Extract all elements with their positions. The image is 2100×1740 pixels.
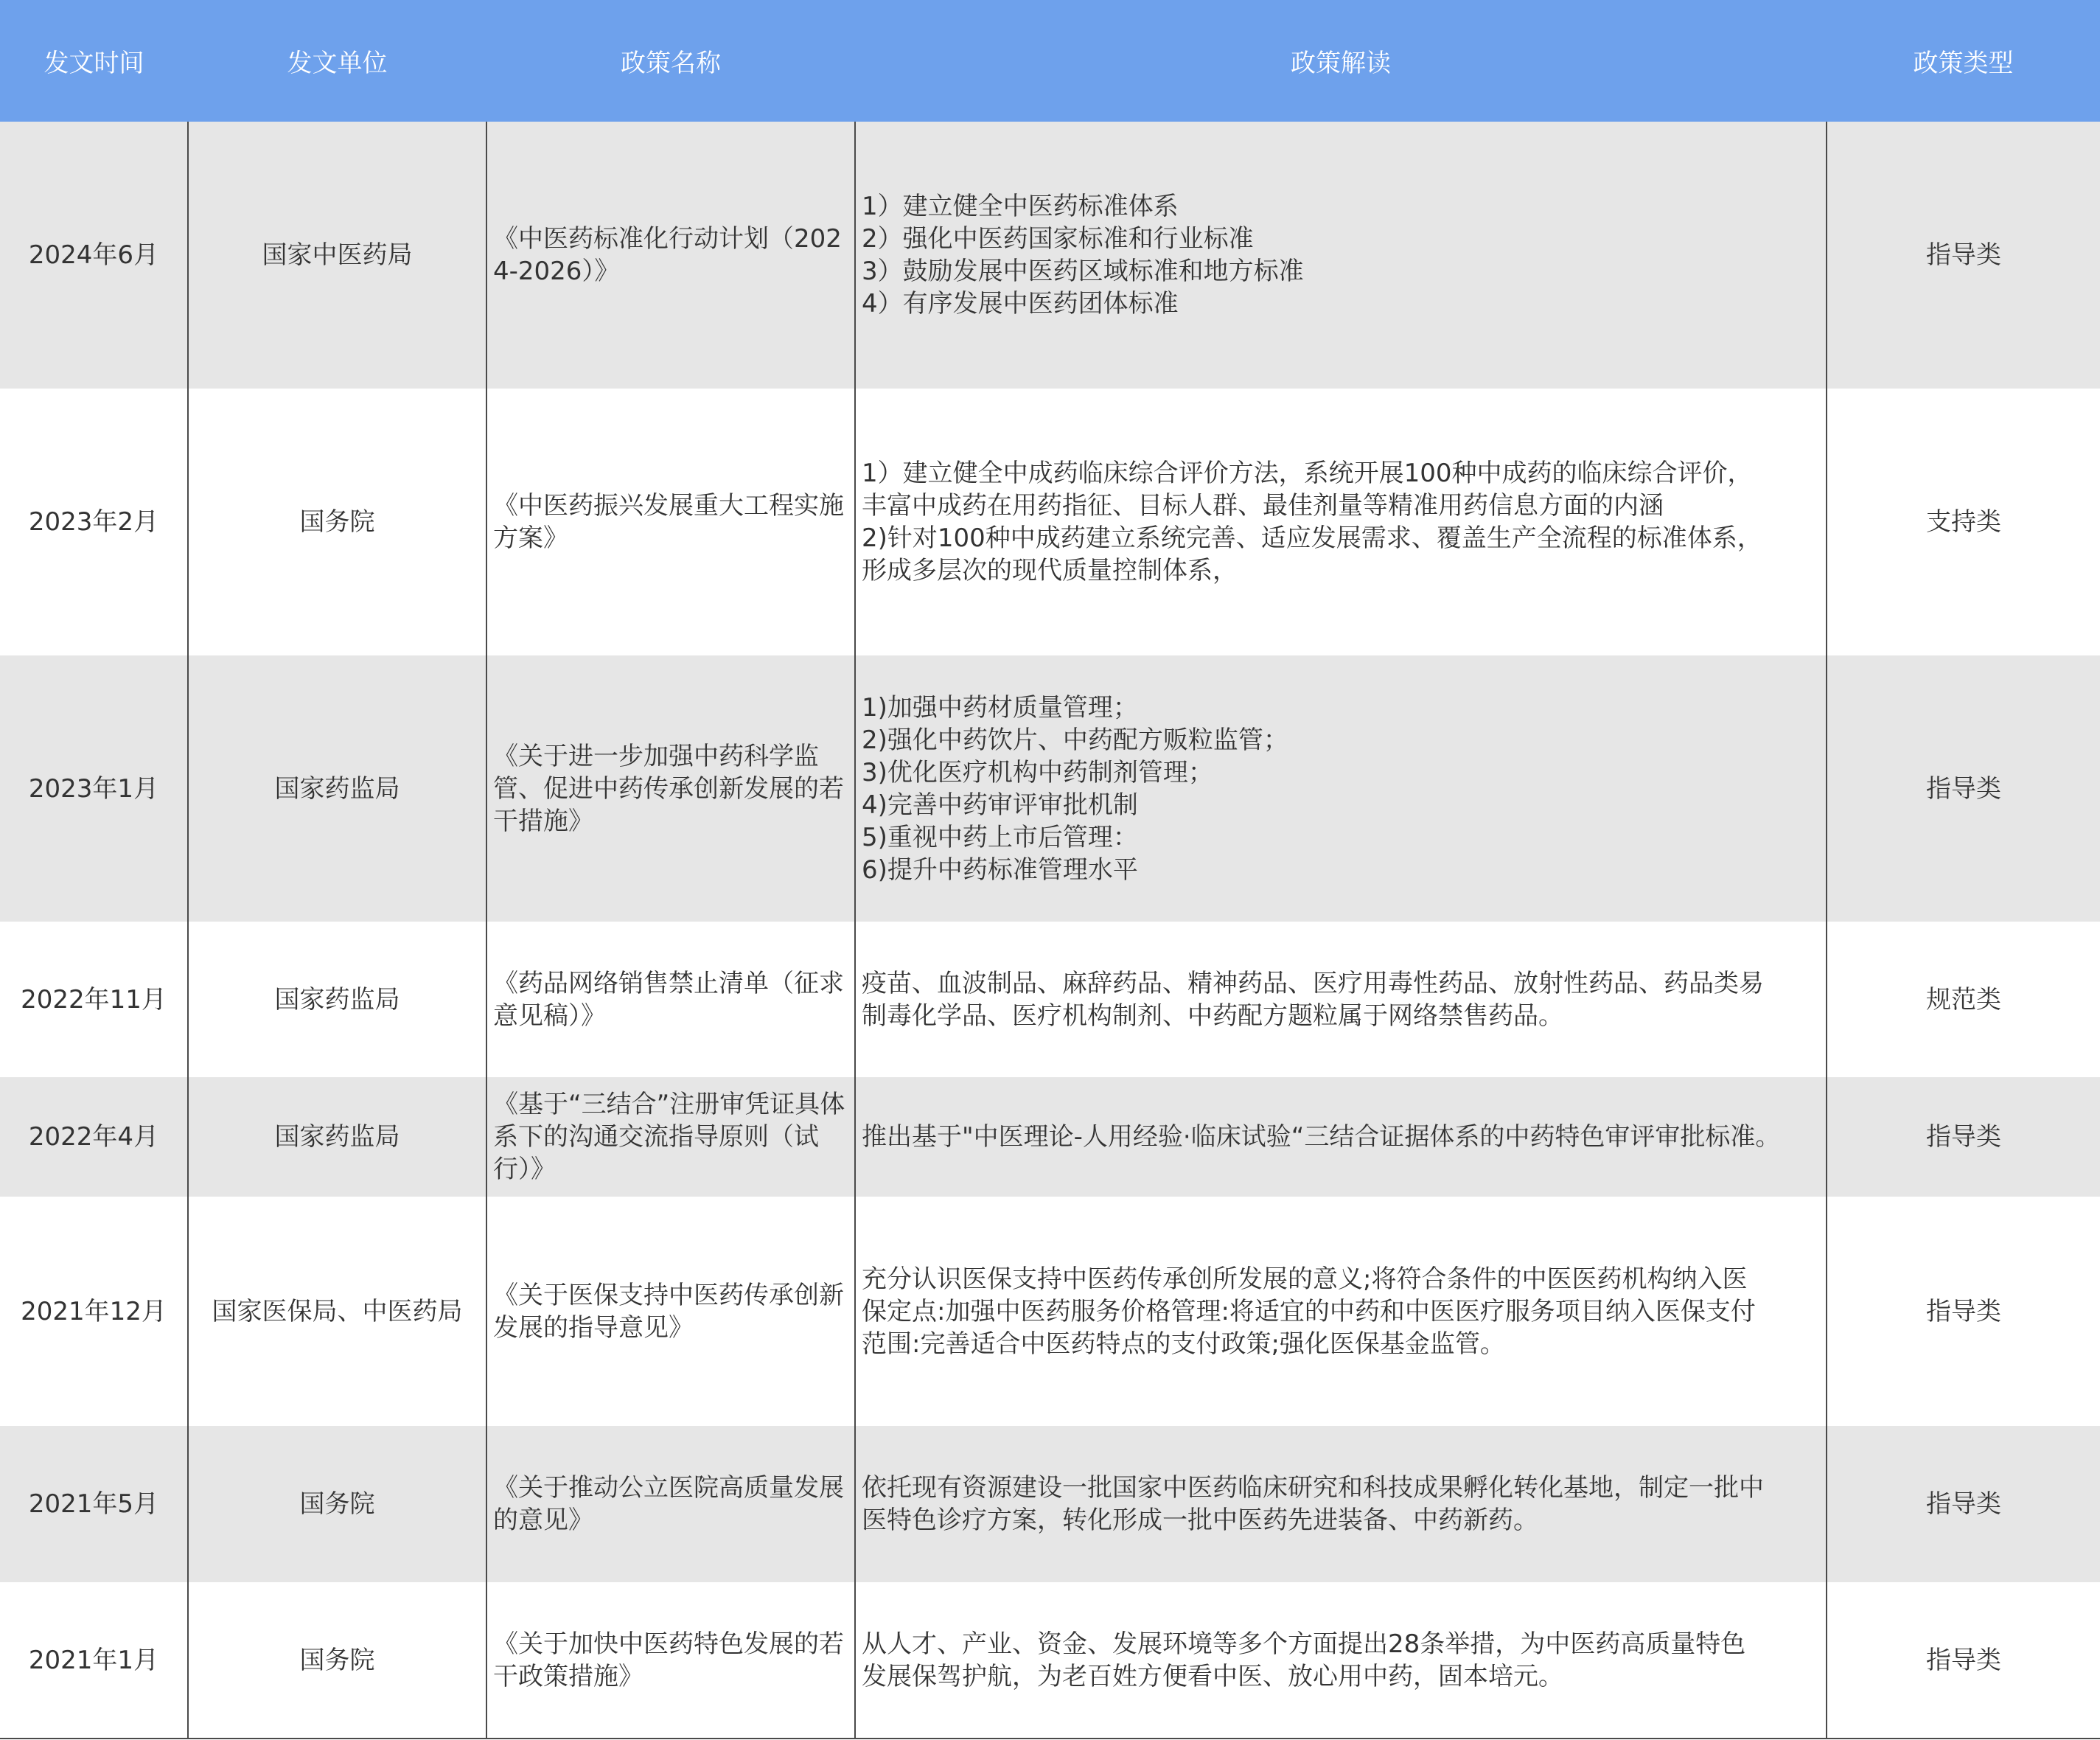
cell-issuer: 国务院 [188,1426,486,1582]
cell-type: 指导类 [1827,1582,2100,1739]
cell-date: 2021年1月 [0,1582,188,1739]
cell-type: 指导类 [1827,1197,2100,1426]
interpretation-line: 2)强化中药饮片、中药配方贩粒监管； [862,725,1288,755]
cell-interpretation [855,922,1827,1077]
cell-policy-name: 《关于进一步加强中药科学监管、促进中药传承创新发展的若干措施》 [486,655,855,922]
cell-date: 2022年4月 [0,1077,188,1197]
column-header-type: 政策类型 [1827,0,2100,122]
interpretation-line: 充分认识医保支持中医药传承创所发展的意义;将符合条件的中医医药机构纳入医 [862,1264,1748,1294]
cell-date: 2022年11月 [0,922,188,1077]
interpretation-line: 5)重视中药上市后管理： [862,822,1138,852]
interpretation-line: 3)优化医疗机构中药制剂管理； [862,757,1213,787]
cell-type: 指导类 [1827,122,2100,389]
interpretation-line: 发展保驾护航，为老百姓方便看中医、放心用中药，固本培元。 [862,1661,1563,1691]
cell-policy-name: 《药品网络销售禁止清单（征求意见稿）》 [486,922,855,1077]
cell-interpretation [855,1197,1827,1426]
interpretation-line: 依托现有资源建设一批国家中医药临床研究和科技成果孵化转化基地，制定一批中 [862,1473,1764,1503]
interpretation-line: 范围:完善适合中医药特点的支付政策;强化医保基金监管。 [862,1329,1505,1359]
interpretation-line: 疫苗、血波制品、麻辞药品、精神药品、医疗用毒性药品、放射性药品、药品类易 [862,968,1764,998]
cell-type: 规范类 [1827,922,2100,1077]
interpretation-line: 丰富中成药在用药指征、目标人群、最佳剂量等精准用药信息方面的内涵 [862,491,1664,521]
cell-issuer: 国家药监局 [188,922,486,1077]
cell-interpretation [855,122,1827,389]
interpretation-line: 形成多层次的现代质量控制体系， [862,556,1238,585]
cell-type: 指导类 [1827,1077,2100,1197]
cell-issuer: 国务院 [188,389,486,655]
interpretation-line: 4)完善中药审评审批机制 [862,790,1138,820]
table-row [0,389,2100,655]
cell-issuer: 国家药监局 [188,1077,486,1197]
cell-issuer: 国家中医药局 [188,122,486,389]
table-row [0,1426,2100,1582]
interpretation-line: 4）有序发展中医药团体标准 [862,289,1179,319]
cell-policy-name: 《中医药标准化行动计划（2024-2026）》 [486,122,855,389]
cell-type: 指导类 [1827,1426,2100,1582]
cell-interpretation [855,1582,1827,1739]
interpretation-line: 推出基于"中医理论-人用经验·临床试验“三结合证据体系的中药特色审评审批标准。 [862,1122,1781,1152]
cell-date: 2021年12月 [0,1197,188,1426]
table-row [0,122,2100,389]
cell-date: 2023年2月 [0,389,188,655]
cell-policy-name: 《关于推动公立医院高质量发展的意见》 [486,1426,855,1582]
cell-date: 2023年1月 [0,655,188,922]
interpretation-line: 从人才、产业、资金、发展环境等多个方面提出28条举措，为中医药高质量特色 [862,1629,1746,1659]
interpretation-line: 3）鼓励发展中医药区域标准和地方标准 [862,257,1304,286]
column-header-interpretation: 政策解读 [855,0,1827,122]
table-row [0,1582,2100,1739]
table-header-row [0,0,2100,122]
cell-issuer: 国家药监局 [188,655,486,922]
cell-policy-name: 《中医药振兴发展重大工程实施方案》 [486,389,855,655]
cell-issuer: 国家医保局、中医药局 [188,1197,486,1426]
interpretation-line: 2）强化中医药国家标准和行业标准 [862,224,1254,254]
column-header-date: 发文时间 [0,0,188,122]
interpretation-line: 1）建立健全中医药标准体系 [862,192,1179,221]
cell-interpretation [855,1077,1827,1197]
interpretation-line: 医特色诊疗方案，转化形成一批中医药先进装备、中药新药。 [862,1506,1538,1535]
interpretation-line: 1）建立健全中成药临床综合评价方法，系统开展100种中成药的临床综合评价， [862,459,1753,488]
interpretation-line: 1)加强中药材质量管理； [862,692,1138,723]
cell-date: 2021年5月 [0,1426,188,1582]
cell-policy-name: 《关于医保支持中医药传承创新发展的指导意见》 [486,1197,855,1426]
table-row [0,1077,2100,1197]
cell-interpretation [855,655,1827,922]
cell-interpretation [855,389,1827,655]
cell-policy-name: 《关于加快中医药特色发展的若干政策措施》 [486,1582,855,1739]
interpretation-line: 保定点:加强中医药服务价格管理:将适宜的中药和中医医疗服务项目纳入医保支付 [862,1296,1756,1326]
table-row [0,1197,2100,1426]
cell-interpretation [855,1426,1827,1582]
interpretation-line: 6)提升中药标准管理水平 [862,855,1138,885]
table-row [0,922,2100,1077]
column-header-policy-name: 政策名称 [486,0,855,122]
table-row [0,655,2100,922]
cell-issuer: 国务院 [188,1582,486,1739]
interpretation-line: 制毒化学品、医疗机构制剂、中药配方题粒属于网络禁售药品。 [862,1000,1563,1031]
cell-type: 支持类 [1827,389,2100,655]
interpretation-line: 2)针对100种中成药建立系统完善、适应发展需求、覆盖生产全流程的标准体系， [862,523,1762,553]
cell-type: 指导类 [1827,655,2100,922]
cell-date: 2024年6月 [0,122,188,389]
column-header-issuer: 发文单位 [188,0,486,122]
cell-policy-name: 《基于“三结合”注册审凭证具体系下的沟通交流指导原则（试行）》 [486,1077,855,1197]
